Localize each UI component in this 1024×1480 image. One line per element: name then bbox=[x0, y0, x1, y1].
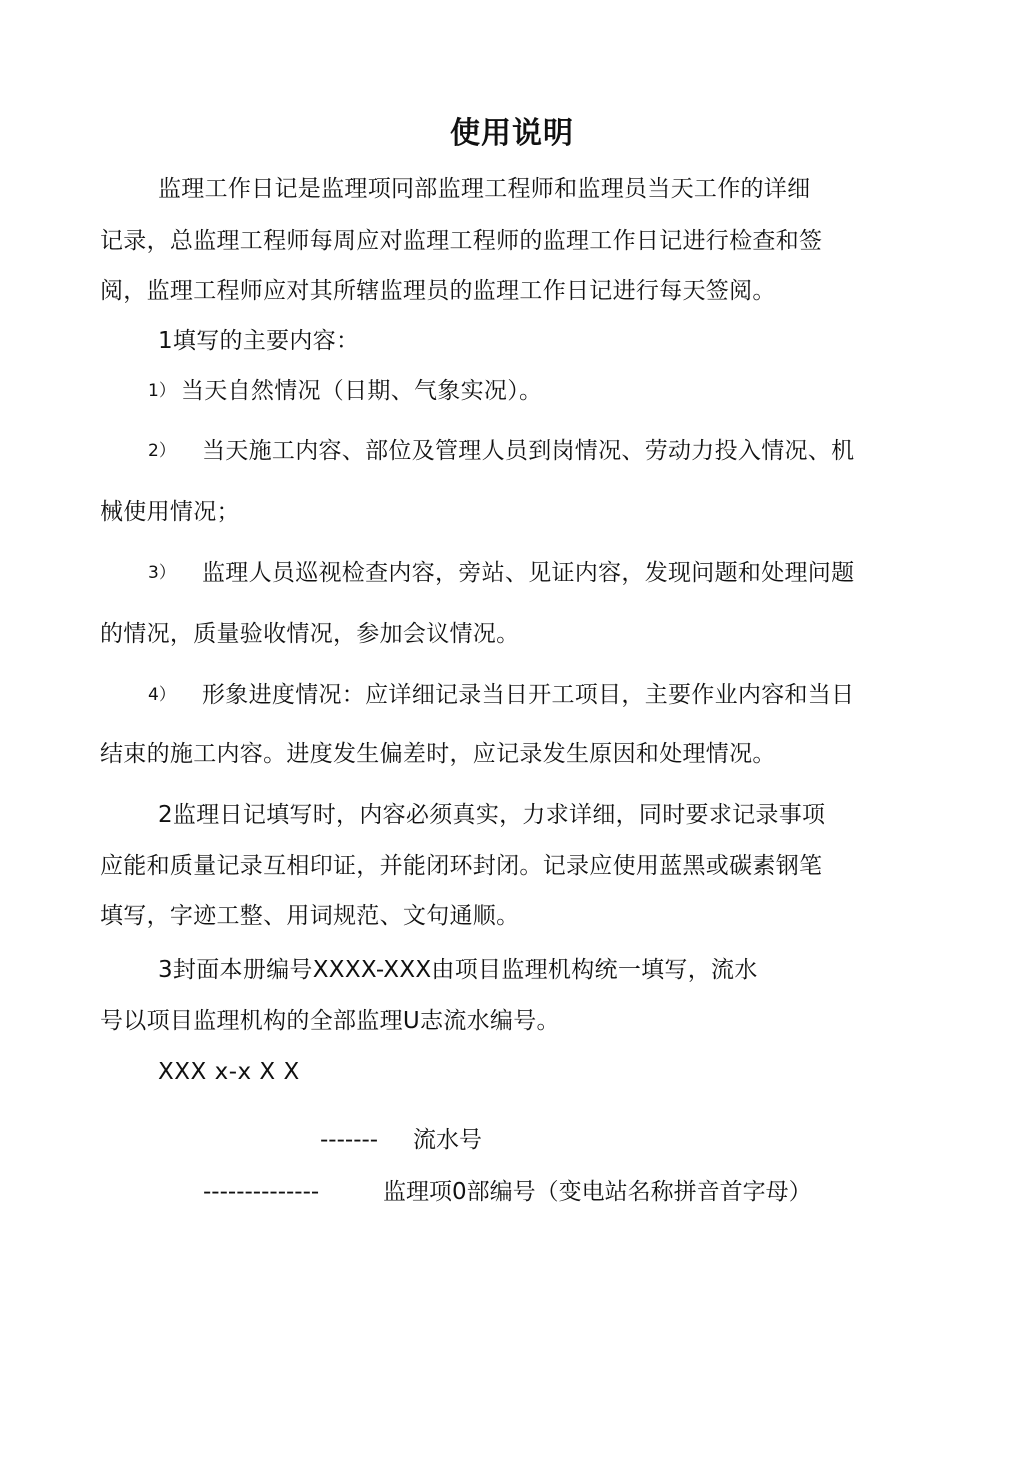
item-4-number: 4） bbox=[148, 685, 176, 705]
section3-line-1: 3封面本册编号XXXX-XXX由项目监理机构统一填写，流水 bbox=[158, 957, 758, 983]
section2-line-2: 应能和质量记录互相印证，并能闭环封闭。记录应使用蓝黑或碳素钢笔 bbox=[100, 853, 823, 879]
serial-number-label: 流水号 bbox=[413, 1127, 482, 1153]
dept-code-label: 监理项0部编号（变电站名称拼音首字母） bbox=[383, 1179, 812, 1205]
item-2-number: 2） bbox=[148, 441, 176, 461]
dept-code-leader: -------------- bbox=[203, 1179, 320, 1205]
item-3-line-1: 监理人员巡视检查内容，旁站、见证内容，发现问题和处理问题 bbox=[202, 560, 855, 586]
item-3-number: 3） bbox=[148, 563, 176, 583]
serial-number-leader: ------- bbox=[320, 1127, 379, 1153]
item-4-line-1: 形象进度情况：应详细记录当日开工项目，主要作业内容和当日 bbox=[202, 682, 855, 708]
intro-line-1: 监理工作日记是监理项冋部监理工程师和监理员当天工作的详细 bbox=[158, 176, 811, 202]
item-3-line-2: 的情况，质量验收情况，参加会议情况。 bbox=[100, 621, 520, 647]
section2-line-1: 2监理日记填写时，内容必须真实，力求详细，同时要求记录事项 bbox=[158, 802, 826, 828]
item-4-line-2: 结束的施工内容。进度发生偏差时，应记录发生原因和处理情况。 bbox=[100, 741, 776, 767]
intro-line-3: 阅，监理工程师应对其所辖监理员的监理工作日记进行每天签阅。 bbox=[100, 278, 776, 304]
section3-line-2: 号以项目监理机构的全部监理U志流水编号。 bbox=[100, 1008, 560, 1034]
page-title: 使用说明 bbox=[450, 116, 574, 151]
intro-line-2: 记录，总监理工程师每周应对监理工程师的监理工作日记进行检查和签 bbox=[100, 228, 823, 254]
item-1-number: 1） bbox=[148, 381, 176, 401]
item-1-line-1: 当天自然情况（日期、气象实况）。 bbox=[181, 378, 543, 404]
item-2-line-1: 当天施工内容、部位及管理人员到岗情况、劳动力投入情况、机 bbox=[202, 438, 855, 464]
section2-line-3: 填写，字迹工整、用词规范、文句通顺。 bbox=[100, 903, 520, 929]
code-format-example: XXX x-x X X bbox=[158, 1059, 300, 1085]
section1-heading: 1填写的主要内容： bbox=[158, 328, 360, 354]
item-2-line-2: 械使用情况； bbox=[100, 499, 240, 525]
